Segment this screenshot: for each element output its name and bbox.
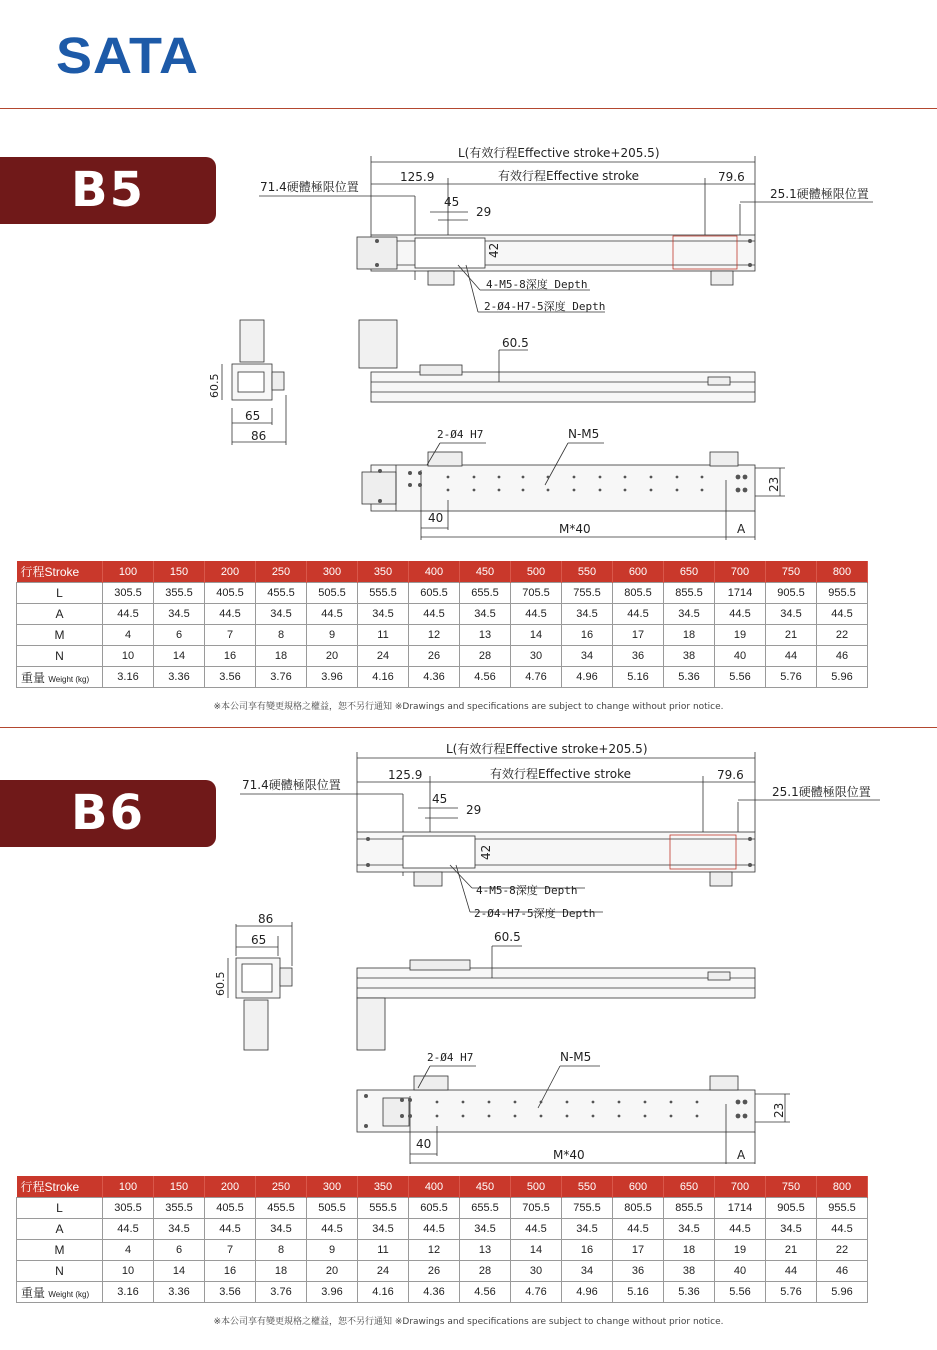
dim-total-length: L(有效行程Effective stroke+205.5) — [458, 146, 660, 160]
table-cell: 305.5 — [103, 1198, 154, 1219]
row-label-text: N — [55, 1264, 64, 1278]
table-cell: 405.5 — [205, 1198, 256, 1219]
row-label — [17, 604, 103, 625]
table-cell: 4.36 — [409, 667, 460, 688]
dim-right-limit: 25.1硬體極限位置 — [772, 785, 871, 799]
table-cell: 44.5 — [409, 1219, 460, 1240]
header-cell: 550 — [562, 561, 613, 583]
table-cell: 12 — [409, 625, 460, 646]
dim-hole-edge: 40 — [416, 1137, 432, 1151]
table-cell: 34.5 — [664, 1219, 715, 1240]
table-cell: 18 — [256, 646, 307, 667]
table-cell: 30 — [511, 646, 562, 667]
table-cell: 34.5 — [460, 604, 511, 625]
table-cell: 34 — [562, 1261, 613, 1282]
row-label — [17, 583, 103, 604]
disclaimer-note-b5: ※本公司享有變更規格之權益，恕不另行通知 ※Drawings and specifications are subject to change without prior notice. — [213, 702, 724, 712]
table-cell: 3.96 — [307, 667, 358, 688]
header-cell: 800 — [817, 561, 868, 583]
table-cell: 955.5 — [817, 583, 868, 604]
row-label-text: M — [54, 628, 65, 642]
dim-left-offset: 125.9 — [388, 768, 423, 782]
dim-carriage-height: 42 — [479, 844, 493, 860]
dim-carriage-width: 45 — [444, 195, 460, 209]
header-cell: 200 — [205, 561, 256, 583]
table-cell: 34.5 — [256, 1219, 307, 1240]
table-cell: 44.5 — [511, 604, 562, 625]
table-cell: 24 — [358, 646, 409, 667]
table-cell: 44.5 — [307, 604, 358, 625]
table-cell: 18 — [256, 1261, 307, 1282]
dim-end-outer-width: 86 — [251, 429, 267, 443]
stroke-table-b6 — [16, 1176, 868, 1303]
table-cell: 3.76 — [256, 667, 307, 688]
row-label-text: N — [55, 649, 64, 663]
table-cell: 38 — [664, 1261, 715, 1282]
table-cell: 10 — [103, 646, 154, 667]
header-cell: 800 — [817, 1176, 868, 1198]
row-label — [17, 1261, 103, 1282]
row-label — [17, 1219, 103, 1240]
dim-rail-width: 23 — [772, 1102, 786, 1118]
row-label-unit: Weight (kg) — [48, 674, 90, 684]
table-cell: 7 — [205, 625, 256, 646]
table-cell: 5.36 — [664, 1282, 715, 1303]
table-cell: 18 — [664, 1240, 715, 1261]
row-label — [17, 1198, 103, 1219]
table-cell: 11 — [358, 1240, 409, 1261]
table-cell: 9 — [307, 625, 358, 646]
dim-end-inner-width: 65 — [251, 933, 267, 947]
table-cell: 34.5 — [766, 1219, 817, 1240]
thread-label: N-M5 — [568, 427, 600, 441]
table-cell: 40 — [715, 646, 766, 667]
dim-carriage-hole: 29 — [466, 803, 482, 817]
table-cell: 9 — [307, 1240, 358, 1261]
table-cell: 5.76 — [766, 1282, 817, 1303]
header-cell: 100 — [103, 561, 154, 583]
row-label-text: A — [55, 1222, 64, 1236]
table-cell: 6 — [154, 1240, 205, 1261]
table-cell: 36 — [613, 1261, 664, 1282]
table-cell: 4.76 — [511, 1282, 562, 1303]
table-cell: 28 — [460, 646, 511, 667]
model-badge-b6: B6 — [0, 780, 216, 847]
table-cell: 905.5 — [766, 1198, 817, 1219]
dim-end-height: 60.5 — [208, 373, 221, 398]
table-cell: 605.5 — [409, 1198, 460, 1219]
table-cell: 46 — [817, 646, 868, 667]
table-row — [17, 646, 868, 667]
row-label-text: L — [56, 1201, 63, 1215]
table-cell: 34.5 — [358, 604, 409, 625]
table-cell: 355.5 — [154, 583, 205, 604]
table-cell: 555.5 — [358, 1198, 409, 1219]
dim-end-inner-width: 65 — [245, 409, 261, 423]
table-cell: 44.5 — [205, 1219, 256, 1240]
table-cell: 34.5 — [562, 1219, 613, 1240]
row-label-text: 重量 — [21, 1285, 46, 1300]
table-cell: 4.96 — [562, 1282, 613, 1303]
table-cell: 14 — [511, 625, 562, 646]
table-row — [17, 1240, 868, 1261]
header-cell: 600 — [613, 561, 664, 583]
dim-end-height: 60.5 — [214, 971, 227, 996]
dim-right-limit: 25.1硬體極限位置 — [770, 187, 869, 201]
dim-total-length: L(有效行程Effective stroke+205.5) — [446, 742, 648, 756]
header-cell: 450 — [460, 1176, 511, 1198]
table-cell: 28 — [460, 1261, 511, 1282]
dim-right-offset: 79.6 — [717, 768, 744, 782]
header-cell: 700 — [715, 1176, 766, 1198]
dim-hole-pitch: M*40 — [559, 522, 591, 536]
header-stroke-label: 行程Stroke — [17, 561, 103, 583]
table-cell: 655.5 — [460, 1198, 511, 1219]
dim-effective-stroke: 有效行程Effective stroke — [498, 169, 640, 183]
table-cell: 12 — [409, 1240, 460, 1261]
table-cell: 455.5 — [256, 1198, 307, 1219]
table-cell: 755.5 — [562, 1198, 613, 1219]
header-cell: 750 — [766, 1176, 817, 1198]
header-cell: 500 — [511, 561, 562, 583]
table-cell: 855.5 — [664, 1198, 715, 1219]
table-cell: 38 — [664, 646, 715, 667]
table-cell: 10 — [103, 1261, 154, 1282]
table-cell: 14 — [511, 1240, 562, 1261]
table-cell: 505.5 — [307, 583, 358, 604]
dim-side-height: 60.5 — [494, 930, 521, 944]
table-cell: 34.5 — [154, 1219, 205, 1240]
table-cell: 34.5 — [562, 604, 613, 625]
header-cell: 550 — [562, 1176, 613, 1198]
table-cell: 3.36 — [154, 667, 205, 688]
table-cell: 34.5 — [358, 1219, 409, 1240]
header-cell: 150 — [154, 561, 205, 583]
table-row — [17, 1198, 868, 1219]
header-cell: 250 — [256, 1176, 307, 1198]
dim-left-limit: 71.4硬體極限位置 — [260, 180, 359, 194]
table-cell: 4.56 — [460, 667, 511, 688]
table-cell: 1714 — [715, 1198, 766, 1219]
header-stroke-label: 行程Stroke — [17, 1176, 103, 1198]
table-cell: 5.96 — [817, 1282, 868, 1303]
header-cell: 100 — [103, 1176, 154, 1198]
row-label — [17, 1240, 103, 1261]
header-cell: 400 — [409, 1176, 460, 1198]
table-cell: 26 — [409, 1261, 460, 1282]
table-cell: 4.96 — [562, 667, 613, 688]
disclaimer-note-b6: ※本公司享有變更規格之權益，恕不另行通知 ※Drawings and specifications are subject to change without prior notice. — [213, 1317, 724, 1327]
table-cell: 5.56 — [715, 1282, 766, 1303]
table-cell: 34 — [562, 646, 613, 667]
table-cell: 655.5 — [460, 583, 511, 604]
model-badge-b5: B5 — [0, 157, 216, 224]
header-cell: 350 — [358, 1176, 409, 1198]
table-cell: 6 — [154, 625, 205, 646]
header-cell: 600 — [613, 1176, 664, 1198]
header-cell: 350 — [358, 561, 409, 583]
table-row — [17, 1219, 868, 1240]
table-cell: 14 — [154, 1261, 205, 1282]
table-cell: 40 — [715, 1261, 766, 1282]
table-cell: 4.36 — [409, 1282, 460, 1303]
table-cell: 455.5 — [256, 583, 307, 604]
table-cell: 44.5 — [103, 604, 154, 625]
table-cell: 4.76 — [511, 667, 562, 688]
table-cell: 855.5 — [664, 583, 715, 604]
table-cell: 19 — [715, 1240, 766, 1261]
row-label — [17, 625, 103, 646]
table-cell: 16 — [562, 1240, 613, 1261]
header-cell: 750 — [766, 561, 817, 583]
table-cell: 3.16 — [103, 667, 154, 688]
table-row — [17, 583, 868, 604]
table-cell: 44.5 — [205, 604, 256, 625]
table-cell: 44.5 — [715, 1219, 766, 1240]
table-cell: 3.76 — [256, 1282, 307, 1303]
table-cell: 26 — [409, 646, 460, 667]
table-cell: 3.36 — [154, 1282, 205, 1303]
table-cell: 705.5 — [511, 583, 562, 604]
table-cell: 8 — [256, 625, 307, 646]
dim-effective-stroke: 有效行程Effective stroke — [490, 767, 632, 781]
dim-end-a: A — [737, 1148, 746, 1162]
table-cell: 44.5 — [613, 1219, 664, 1240]
table-cell: 20 — [307, 646, 358, 667]
header-cell: 450 — [460, 561, 511, 583]
table-cell: 905.5 — [766, 583, 817, 604]
table-cell: 30 — [511, 1261, 562, 1282]
table-cell: 36 — [613, 646, 664, 667]
header-cell: 150 — [154, 1176, 205, 1198]
pin-label: 2-Ø4 H7 — [437, 428, 484, 441]
table-cell: 44.5 — [409, 604, 460, 625]
header-cell: 700 — [715, 561, 766, 583]
table-cell: 21 — [766, 625, 817, 646]
row-label — [17, 667, 103, 688]
table-cell: 44 — [766, 646, 817, 667]
table-cell: 505.5 — [307, 1198, 358, 1219]
table-cell: 17 — [613, 625, 664, 646]
dim-end-outer-width: 86 — [258, 912, 274, 926]
table-cell: 18 — [664, 625, 715, 646]
table-cell: 355.5 — [154, 1198, 205, 1219]
row-label-text: L — [56, 586, 63, 600]
table-cell: 4 — [103, 625, 154, 646]
dim-left-limit: 71.4硬體極限位置 — [242, 778, 341, 792]
header-cell: 300 — [307, 561, 358, 583]
table-cell: 44.5 — [715, 604, 766, 625]
table-cell: 19 — [715, 625, 766, 646]
table-cell: 44.5 — [817, 604, 868, 625]
table-cell: 11 — [358, 625, 409, 646]
header-cell: 650 — [664, 561, 715, 583]
table-cell: 17 — [613, 1240, 664, 1261]
table-cell: 14 — [154, 646, 205, 667]
header-cell: 500 — [511, 1176, 562, 1198]
row-label-unit: Weight (kg) — [48, 1289, 90, 1299]
table-cell: 605.5 — [409, 583, 460, 604]
table-cell: 5.16 — [613, 1282, 664, 1303]
table-cell: 22 — [817, 1240, 868, 1261]
table-cell: 5.16 — [613, 667, 664, 688]
dim-carriage-hole: 29 — [476, 205, 492, 219]
table-cell: 44 — [766, 1261, 817, 1282]
table-cell: 805.5 — [613, 583, 664, 604]
table-cell: 305.5 — [103, 583, 154, 604]
table-cell: 955.5 — [817, 1198, 868, 1219]
header-cell: 200 — [205, 1176, 256, 1198]
table-cell: 13 — [460, 625, 511, 646]
header-cell: 250 — [256, 561, 307, 583]
table-row — [17, 625, 868, 646]
sata-logo: SATA — [56, 27, 199, 85]
table-cell: 405.5 — [205, 583, 256, 604]
table-cell: 555.5 — [358, 583, 409, 604]
table-cell: 16 — [205, 1261, 256, 1282]
table-cell: 34.5 — [256, 604, 307, 625]
header-cell: 400 — [409, 561, 460, 583]
table-cell: 5.36 — [664, 667, 715, 688]
table-cell: 46 — [817, 1261, 868, 1282]
table-cell: 44.5 — [613, 604, 664, 625]
header-cell: 300 — [307, 1176, 358, 1198]
table-cell: 44.5 — [307, 1219, 358, 1240]
table-cell: 44.5 — [103, 1219, 154, 1240]
row-label — [17, 646, 103, 667]
table-row — [17, 1282, 868, 1303]
dim-hole-pitch: M*40 — [553, 1148, 585, 1162]
table-cell: 805.5 — [613, 1198, 664, 1219]
section-divider — [0, 727, 937, 728]
pin-label: 2-Ø4 H7 — [427, 1051, 474, 1064]
dim-end-a: A — [737, 522, 746, 536]
dim-right-offset: 79.6 — [718, 170, 745, 184]
table-cell: 1714 — [715, 583, 766, 604]
header-divider — [0, 108, 937, 109]
table-cell: 3.16 — [103, 1282, 154, 1303]
dim-rail-width: 23 — [767, 476, 781, 492]
table-cell: 4 — [103, 1240, 154, 1261]
dim-left-offset: 125.9 — [400, 170, 435, 184]
table-cell: 5.56 — [715, 667, 766, 688]
table-cell: 34.5 — [766, 604, 817, 625]
table-cell: 4.16 — [358, 667, 409, 688]
table-cell: 34.5 — [154, 604, 205, 625]
table-header-row — [17, 561, 868, 583]
table-cell: 755.5 — [562, 583, 613, 604]
table-cell: 4.56 — [460, 1282, 511, 1303]
table-cell: 24 — [358, 1261, 409, 1282]
thread-label: N-M5 — [560, 1050, 592, 1064]
table-row — [17, 1261, 868, 1282]
table-cell: 13 — [460, 1240, 511, 1261]
tap-note: 4-M5-8深度 Depth — [486, 278, 588, 291]
row-label-text: M — [54, 1243, 65, 1257]
table-cell: 20 — [307, 1261, 358, 1282]
drawing-b6 — [0, 736, 937, 1166]
drawing-b5 — [0, 140, 937, 548]
table-cell: 16 — [205, 646, 256, 667]
header-cell: 650 — [664, 1176, 715, 1198]
table-cell: 3.56 — [205, 667, 256, 688]
table-cell: 44.5 — [817, 1219, 868, 1240]
dim-carriage-height: 42 — [487, 242, 501, 258]
dim-side-height: 60.5 — [502, 336, 529, 350]
table-cell: 5.76 — [766, 667, 817, 688]
table-cell: 21 — [766, 1240, 817, 1261]
table-cell: 34.5 — [664, 604, 715, 625]
table-cell: 34.5 — [460, 1219, 511, 1240]
tap-note: 4-M5-8深度 Depth — [476, 884, 578, 897]
pin-note: 2-Ø4-H7-5深度 Depth — [484, 300, 606, 313]
table-cell: 8 — [256, 1240, 307, 1261]
table-cell: 3.56 — [205, 1282, 256, 1303]
table-header-row — [17, 1176, 868, 1198]
dim-hole-edge: 40 — [428, 511, 444, 525]
row-label-text: A — [55, 607, 64, 621]
stroke-table-b5 — [16, 561, 868, 688]
table-cell: 5.96 — [817, 667, 868, 688]
table-row — [17, 667, 868, 688]
table-row — [17, 604, 868, 625]
table-cell: 44.5 — [511, 1219, 562, 1240]
table-cell: 705.5 — [511, 1198, 562, 1219]
row-label-text: 重量 — [21, 670, 46, 685]
table-cell: 22 — [817, 625, 868, 646]
table-cell: 3.96 — [307, 1282, 358, 1303]
table-cell: 16 — [562, 625, 613, 646]
pin-note: 2-Ø4-H7-5深度 Depth — [474, 907, 596, 920]
table-cell: 7 — [205, 1240, 256, 1261]
table-cell: 4.16 — [358, 1282, 409, 1303]
row-label — [17, 1282, 103, 1303]
dim-carriage-width: 45 — [432, 792, 448, 806]
